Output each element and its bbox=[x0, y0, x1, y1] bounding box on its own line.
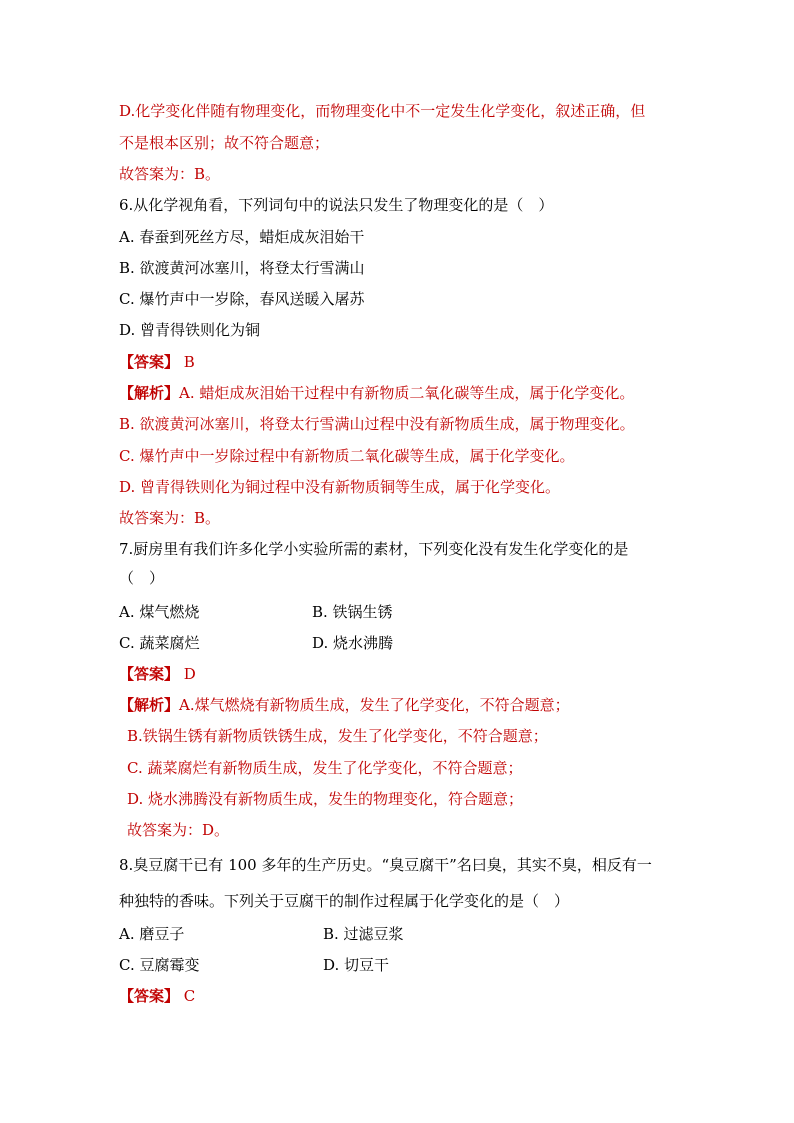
q5-option-d-explanation-line1: D.化学变化伴随有物理变化，而物理变化中不一定发生化学变化，叙述正确，但 bbox=[119, 102, 646, 120]
q6-analysis-line1 bbox=[119, 383, 634, 403]
q7-answer-label: 【答案】 bbox=[119, 665, 180, 683]
q7-stem-line1: 7.厨房里有我们许多化学小实验所需的素材，下列变化没有发生化学变化的是 bbox=[119, 540, 629, 558]
q7-analysis-c: C. 蔬菜腐烂有新物质生成，发生了化学变化，不符合题意； bbox=[127, 759, 523, 777]
q6-option-a: A. 春蚕到死丝方尽，蜡炬成灰泪始干 bbox=[119, 228, 365, 246]
q8-stem-line2: 种独特的香味。下列关于豆腐干的制作过程属于化学变化的是（ ） bbox=[119, 892, 570, 910]
q7-answer-value: D bbox=[183, 665, 196, 683]
q8-option-b: B. 过滤豆浆 bbox=[323, 925, 404, 943]
q6-option-d: D. 曾青得铁则化为铜 bbox=[119, 321, 261, 339]
q7-option-d: D. 烧水沸腾 bbox=[312, 634, 394, 652]
q6-answer-value: B bbox=[183, 353, 195, 371]
q7-analysis-line1 bbox=[119, 695, 570, 715]
q8-answer-value: C bbox=[183, 987, 196, 1005]
q8-option-a: A. 磨豆子 bbox=[119, 925, 185, 943]
q7-stem-line2: （ ） bbox=[119, 569, 165, 587]
q8-answer bbox=[119, 986, 195, 1006]
q6-conclusion: 故答案为：B。 bbox=[119, 509, 221, 527]
q6-answer-label: 【答案】 bbox=[119, 353, 180, 371]
q7-option-b: B. 铁锅生锈 bbox=[312, 603, 393, 621]
q5-option-d-explanation-line2: 不是根本区别；故不符合题意； bbox=[119, 134, 330, 152]
q8-option-c: C. 豆腐霉变 bbox=[119, 956, 200, 974]
q7-analysis-d: D. 烧水沸腾没有新物质生成，发生的物理变化，符合题意； bbox=[127, 790, 524, 808]
q6-analysis-d: D. 曾青得铁则化为铜过程中没有新物质铜等生成，属于化学变化。 bbox=[119, 478, 561, 496]
q7-conclusion: 故答案为：D。 bbox=[127, 821, 230, 839]
q6-analysis-b: B. 欲渡黄河冰塞川，将登太行雪满山过程中没有新物质生成，属于物理变化。 bbox=[119, 415, 635, 433]
q7-answer bbox=[119, 664, 196, 684]
q8-answer-label: 【答案】 bbox=[119, 987, 180, 1005]
q6-answer bbox=[119, 352, 195, 372]
q6-analysis-c: C. 爆竹声中一岁除过程中有新物质二氧化碳等生成，属于化学变化。 bbox=[119, 447, 575, 465]
q7-analysis-label: 【解析】 bbox=[119, 696, 180, 714]
q7-analysis-b: B.铁锅生锈有新物质铁锈生成，发生了化学变化，不符合题意； bbox=[127, 727, 548, 745]
q7-option-a: A. 煤气燃烧 bbox=[119, 603, 200, 621]
q6-analysis-a: A. 蜡炬成灰泪始干过程中有新物质二氧化碳等生成，属于化学变化。 bbox=[179, 384, 635, 402]
q6-analysis-label: 【解析】 bbox=[119, 384, 180, 402]
q7-option-c: C. 蔬菜腐烂 bbox=[119, 634, 200, 652]
q6-stem: 6.从化学视角看，下列词句中的说法只发生了物理变化的是（ ） bbox=[119, 196, 554, 214]
q6-option-b: B. 欲渡黄河冰塞川，将登太行雪满山 bbox=[119, 259, 365, 277]
q5-conclusion: 故答案为：B。 bbox=[119, 165, 221, 183]
q6-option-c: C. 爆竹声中一岁除，春风送暖入屠苏 bbox=[119, 290, 365, 308]
q8-stem-line1: 8.臭豆腐干已有 100 多年的生产历史。“臭豆腐干”名曰臭，其实不臭，相反有一 bbox=[119, 856, 652, 874]
q8-option-d: D. 切豆干 bbox=[323, 956, 390, 974]
q7-analysis-a: A.煤气燃烧有新物质生成，发生了化学变化，不符合题意； bbox=[179, 696, 570, 714]
